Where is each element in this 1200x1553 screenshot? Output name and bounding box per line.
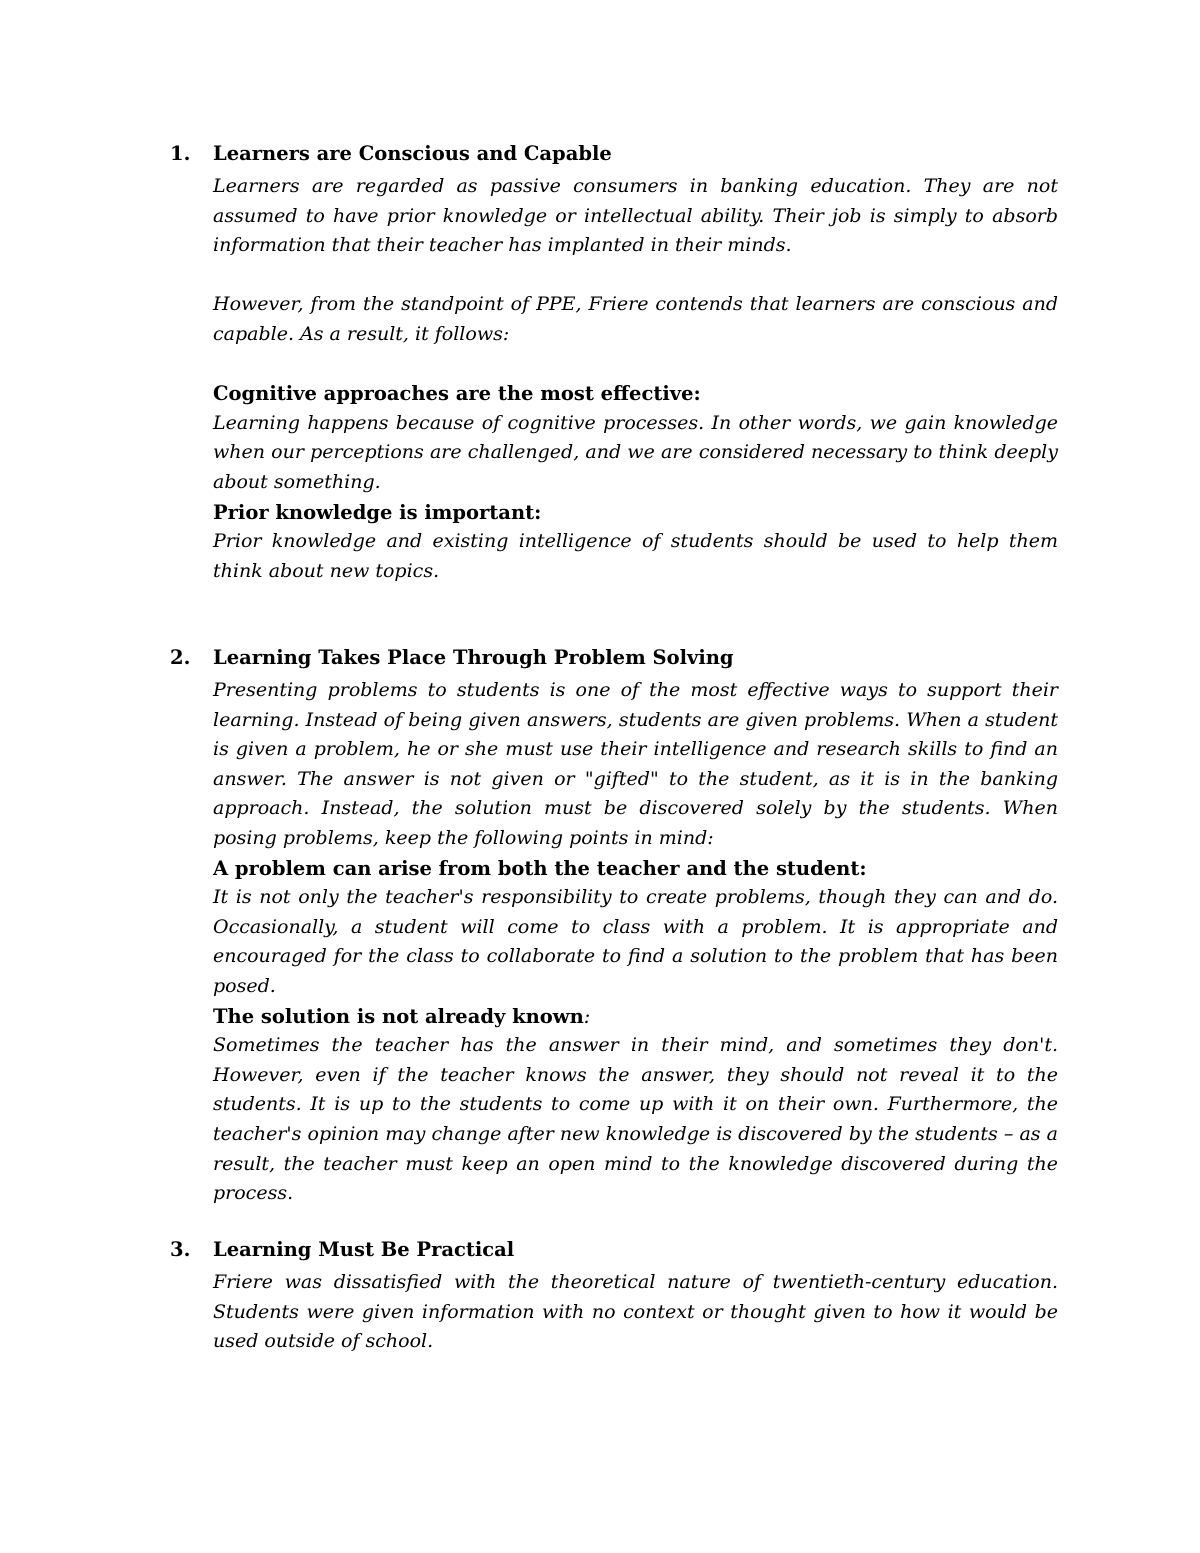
subheading	[213, 1002, 1058, 1032]
paragraph: Learners are regarded as passive consumers in banking education. They are not assumed to have prior knowledge or intellectual ability. Their job is simply to absorb information that their teacher has implanted in their minds.	[213, 175, 1058, 257]
section-body	[213, 172, 1058, 586]
subheading: Prior knowledge is important:	[213, 500, 542, 524]
subheading-colon: :	[583, 1004, 591, 1028]
section-title: Learning Takes Place Through Problem Solving	[213, 646, 734, 669]
paragraph: Prior knowledge and existing intelligence of students should be used to help them think about new topics.	[213, 530, 1058, 582]
section-body	[213, 1268, 1058, 1357]
section-heading	[170, 142, 1060, 172]
paragraph: Sometimes the teacher has the answer in their mind, and sometimes they don't. However, even if the teacher knows the answer, they should not reveal it to the students. It is up to the students to come up with it on their own. Furthermore, the teacher's opinion may change after new knowledge is discovered by the students – as a result, the teacher must keep an open mind to the knowledge discovered during the process.	[213, 1034, 1058, 1205]
paragraph: Friere was dissatisfied with the theoretical nature of twentieth-century education. Students were given information with no context or thought given to how it would be used outside of school.	[213, 1271, 1058, 1353]
list-number: 2.	[170, 646, 191, 669]
paragraph: Presenting problems to students is one of the most effective ways to support their learning. Instead of being given answers, students are given problems. When a student is given a problem, he or she must use their intelligence and research skills to find an answer. The answer is not given or "gifted" to the student, as it is in the banking approach. Instead, the solution must be discovered solely by the students. When posing problems, keep the following points in mind:	[213, 679, 1058, 849]
section-body	[213, 676, 1058, 1209]
paragraph: It is not only the teacher's responsibility to create problems, though they can and do. Occasionally, a student will come to class with a problem. It is appropriate and encouraged for the class to collaborate to find a solution to the problem that has been posed.	[213, 886, 1058, 997]
section-heading	[170, 646, 1060, 676]
subheading-text: The solution is not already known	[213, 1004, 584, 1028]
list-number: 1.	[170, 142, 191, 165]
paragraph: Learning happens because of cognitive processes. In other words, we gain knowledge when our perceptions are challenged, and we are considered necessary to think deeply about something.	[213, 411, 1058, 493]
subheading: A problem can arise from both the teacher and the student:	[213, 856, 867, 880]
list-number: 3.	[170, 1238, 191, 1261]
section-title: Learning Must Be Practical	[213, 1238, 515, 1261]
section-heading	[170, 1238, 1060, 1268]
paragraph: However, from the standpoint of PPE, Friere contends that learners are conscious and capable. As a result, it follows:	[213, 293, 1058, 345]
section-1	[170, 142, 1060, 586]
section-title: Learners are Conscious and Capable	[213, 142, 612, 165]
subheading: Cognitive approaches are the most effective:	[213, 382, 701, 406]
section-3	[170, 1238, 1060, 1357]
section-2	[170, 646, 1060, 1209]
